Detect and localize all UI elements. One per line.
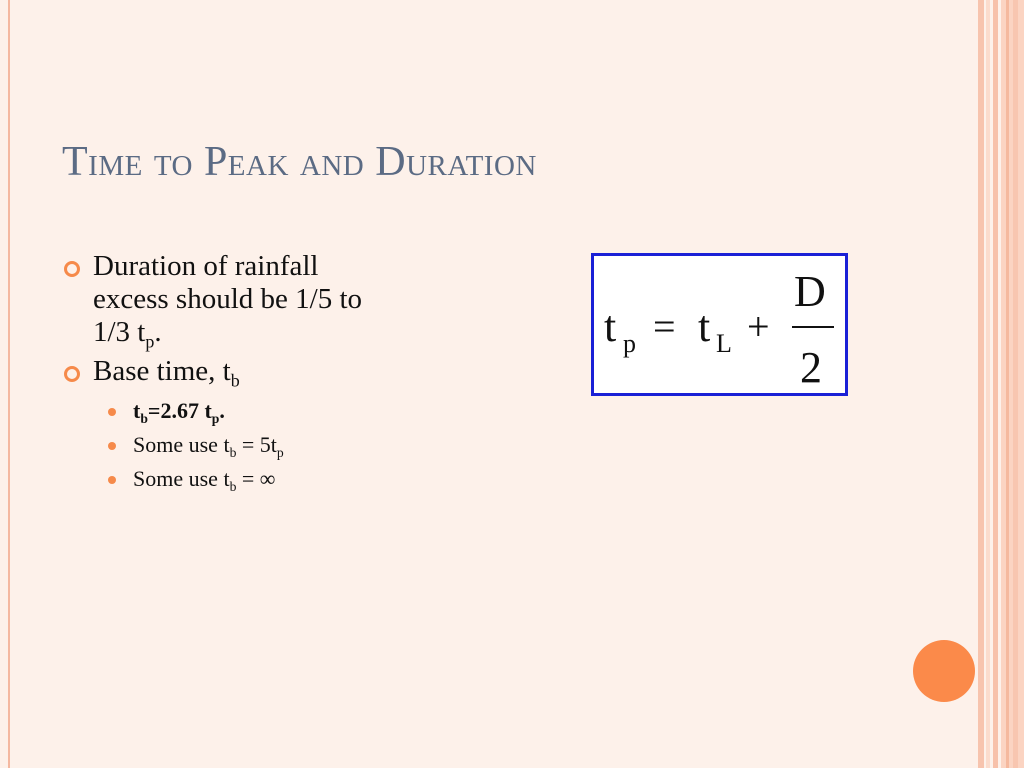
right-border-stripe [1006,0,1009,768]
text-run: Base time, t [93,355,231,387]
right-border-stripe [978,0,984,768]
bullet-text-line [93,355,532,391]
sub-bullet-item [62,428,532,462]
eq-lhs-subscript: p [623,329,636,358]
sub-bullet-item [62,394,532,428]
eq-numerator: D [794,267,826,316]
eq-term-subscript: L [716,329,732,358]
text-run: . [154,316,162,348]
subscript: b [230,370,240,391]
text-run: Some use t [133,432,230,457]
eq-denominator: 2 [800,343,822,392]
equation-formula [594,256,845,393]
text-run: =2.67 t [147,398,212,423]
decorative-circle [913,640,975,702]
dot-bullet-icon [108,442,116,450]
text-run: . [219,398,225,423]
ring-bullet-icon [64,366,80,382]
bullet-text-line: excess should be 1/5 to [93,283,363,315]
right-border-stripe [993,0,998,768]
bullet-item [62,355,532,391]
subscript: p [145,331,155,352]
subscript: p [276,444,284,460]
text-run: = 5t [236,432,277,457]
right-border-stripe [1013,0,1018,768]
subscript: b [229,444,237,460]
eq-equals: = [653,304,676,349]
text-run: Some use t [133,466,230,491]
dot-bullet-icon [108,408,116,416]
text-run: t [133,398,141,423]
bullet-item [62,250,532,352]
sub-bullet-item [62,462,532,496]
equation-box [591,253,848,396]
dot-bullet-icon [108,476,116,484]
subscript: p [211,410,220,426]
eq-plus: + [747,304,770,349]
bullet-list [62,250,532,496]
ring-bullet-icon [64,261,80,277]
subscript: b [229,478,237,494]
eq-lhs: t [604,302,617,351]
slide-title: Time to Peak and Duration [62,139,537,185]
bullet-text-line: Duration of rainfall [93,250,319,282]
subscript: b [140,410,148,426]
text-run: = ∞ [236,466,276,491]
bullet-text-line [93,316,532,352]
eq-term: t [698,302,711,351]
right-border-stripe [986,0,990,768]
left-border-stripe [8,0,10,768]
text-run: 1/3 t [93,316,146,348]
